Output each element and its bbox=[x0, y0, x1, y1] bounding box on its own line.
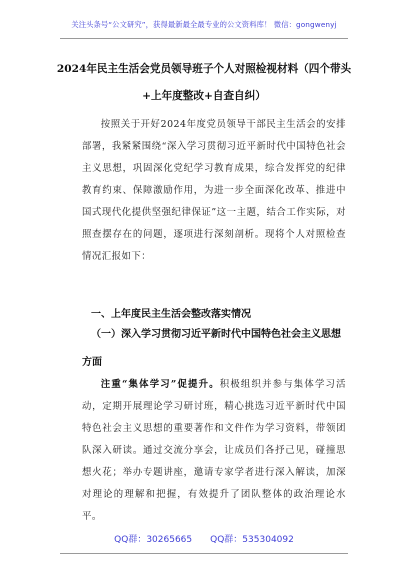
page-footer bbox=[0, 532, 408, 545]
footer-divider bbox=[60, 553, 348, 554]
section-heading: 一、上年度民主生活会整改落实情况 bbox=[91, 309, 251, 320]
paragraph-body: 积极组织并参与集体学习活动，定期开展理论学习研讨班，精心挑选习近平新时代中国特色社会主义思想的重要著作和文件作为学习资料，带领团队深入研读。通过交流分享会，让成员们各抒己见，碰撞思想火花；举办专题讲座，邀请专家学者进行深入解读，加深对理论的理解和把握，有效提升了团队整体的政治理论水平。 bbox=[82, 379, 346, 522]
document-title: 2024年民主生活会党员领导班子个人对照检视材料（四个带头+上年度整改+自查自纠） bbox=[56, 63, 352, 102]
subsection-heading: （一）深入学习贯彻习近平新时代中国特色社会主义思想方面 bbox=[82, 329, 341, 368]
paragraph-lead: 注重“集体学习”促提升。 bbox=[100, 379, 220, 390]
header-divider bbox=[60, 38, 348, 39]
intro-paragraph: 按照关于开好2024年度党员领导干部民主生活会的安排部署，我紧紧围绕“深入学习贯彻习近平新时代中国特色社会主义思想，巩固深化党纪学习教育成果，综合发挥党的纪律教育约束、保障激励作用，为进一步全面深化改革、推进中国式现代化提供坚强纪律保证”这一主题，结合工作实际，对照查摆存在的问题，逐项进行深刻剖析。现将个人对照检查情况汇报如下： bbox=[82, 119, 346, 262]
footer-qq-group-2: QQ群：535304092 bbox=[210, 535, 294, 545]
body-paragraph bbox=[82, 374, 346, 528]
page-header-banner: 关注头条号“公文研究”，获得最新最全最专业的公文资料库！ 微信：gongwenyj bbox=[71, 20, 337, 29]
footer-qq-group-1: QQ群：30265665 bbox=[114, 535, 193, 545]
